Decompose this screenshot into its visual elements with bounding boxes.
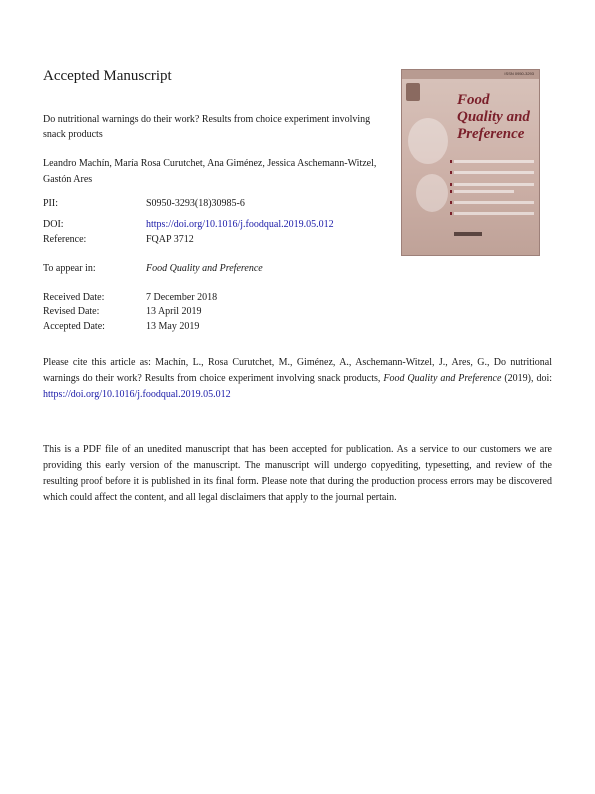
pii-label: PII: xyxy=(43,198,58,209)
cover-bullet xyxy=(454,160,534,163)
cover-bullet xyxy=(454,171,534,174)
citation-doi-link[interactable]: https://doi.org/10.1016/j.foodqual.2019.05.012 xyxy=(43,389,231,400)
cover-bullet xyxy=(454,190,514,193)
revised-value: 13 April 2019 xyxy=(146,306,202,317)
manuscript-heading: Accepted Manuscript xyxy=(43,68,172,84)
article-title: Do nutritional warnings do their work? Results from choice experiment involving snack products xyxy=(43,114,371,140)
received-label: Received Date: xyxy=(43,292,105,303)
citation-journal: Food Quality and Preference xyxy=(383,373,502,384)
cover-bullet xyxy=(454,212,534,215)
citation-paragraph xyxy=(43,355,552,403)
accepted-label: Accepted Date: xyxy=(43,321,105,332)
journal-cover-image xyxy=(401,69,540,256)
cover-journal-title-line2: Quality and xyxy=(457,109,530,125)
received-value: 7 December 2018 xyxy=(146,292,218,303)
cover-journal-title-line3: Preference xyxy=(457,126,525,142)
article-authors: Leandro Machín, María Rosa Curutchet, Ana Giménez, Jessica Aschemann-Witzel, Gastón Ares xyxy=(43,158,377,185)
cover-graphic xyxy=(408,118,448,164)
appear-label: To appear in: xyxy=(43,263,96,274)
cover-graphic xyxy=(416,174,448,212)
reference-value: FQAP 3712 xyxy=(146,234,194,245)
appear-value: Food Quality and Preference xyxy=(146,263,263,274)
publisher-logo-icon xyxy=(406,83,420,101)
cover-journal-title-line1: Food xyxy=(457,92,490,108)
doi-link[interactable]: https://doi.org/10.1016/j.foodqual.2019.05.012 xyxy=(146,219,334,230)
accepted-value: 13 May 2019 xyxy=(146,321,200,332)
revised-label: Revised Date: xyxy=(43,306,100,317)
citation-prefix: Please cite this article as: Machín, L., Rosa Curutchet, M., Giménez, A., Aschemann-Witzel, J., Ares, G., Do nutritional warnings do their work? Results from choice experiment involving snack products, xyxy=(43,357,552,384)
cover-bullet xyxy=(454,201,534,204)
doi-label: DOI: xyxy=(43,219,64,230)
reference-label: Reference: xyxy=(43,234,87,245)
cover-issn: ISSN 0950-3293 xyxy=(504,71,534,76)
cover-bullet xyxy=(454,183,534,186)
disclaimer-paragraph: This is a PDF file of an unedited manuscript that has been accepted for publication. As a service to our customers we are providing this early version of the manuscript. The manuscript will undergo copyediting, typesetting, and review of the resulting proof before it is published in its final form. Please note that during the production process errors may be discovered which could affect the content, and all legal disclaimers that apply to the journal pertain. xyxy=(43,444,552,503)
cover-publisher-mark xyxy=(454,232,482,236)
citation-middle: (2019), doi: xyxy=(501,373,553,384)
pii-value: S0950-3293(18)30985-6 xyxy=(146,198,245,209)
